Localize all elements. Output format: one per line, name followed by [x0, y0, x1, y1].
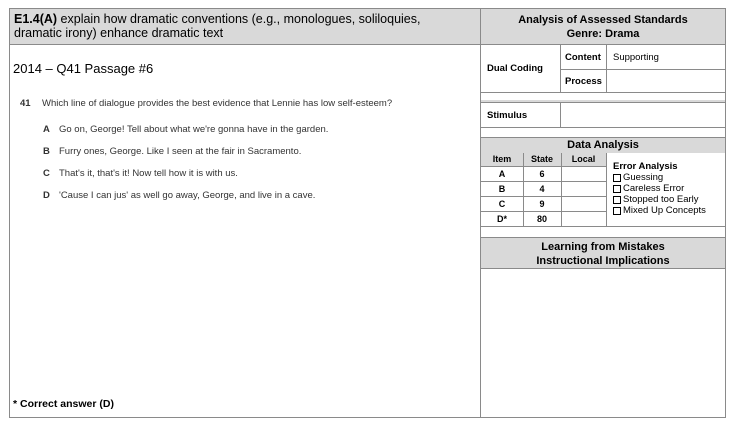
learning-header: [481, 238, 725, 268]
error-label: Stopped too Early: [623, 194, 699, 205]
error-label: Guessing: [623, 172, 664, 183]
stimulus-label: Stimulus: [487, 110, 528, 121]
checkbox-icon[interactable]: [613, 207, 621, 215]
option-d: [43, 190, 315, 201]
standard-code: E1.4(A): [14, 12, 58, 26]
standard-header: [10, 9, 480, 44]
option-text: Furry ones, George. Like I seen at the fair in Sacramento.: [59, 146, 302, 157]
local-col-divider: [606, 153, 607, 226]
local-header: Local: [571, 154, 596, 164]
dual-coding-divider: [560, 44, 561, 92]
row-c-item: C: [498, 199, 506, 209]
option-text: 'Cause I can jus' as well go away, George, and live in a cave.: [59, 190, 316, 201]
option-letter: B: [43, 146, 50, 157]
question-text: Which line of dialogue provides the best evidence that Lennie has low self-esteem?: [42, 98, 393, 109]
instructional-title: Instructional Implications: [536, 255, 670, 267]
option-text: That's it, that's it! Now tell how it is with us.: [59, 168, 238, 179]
state-header: State: [530, 154, 553, 164]
content-label: Content: [565, 52, 601, 63]
content-value: Supporting: [613, 52, 659, 63]
error-label: Mixed Up Concepts: [623, 205, 706, 216]
process-label: Process: [565, 76, 602, 87]
option-letter: A: [43, 124, 50, 135]
column-divider: [480, 8, 481, 418]
data-analysis-top-rule: [481, 137, 725, 138]
option-letter: D: [43, 190, 50, 201]
question-number: 41: [20, 98, 31, 109]
row-d-state: 80: [536, 214, 547, 224]
stimulus-divider: [560, 102, 561, 127]
checkbox-icon[interactable]: [613, 196, 621, 204]
mixed-up-concepts-option[interactable]: [613, 205, 706, 216]
row-c-state: 9: [539, 199, 545, 209]
option-a: [43, 124, 328, 135]
question-stem: [20, 98, 392, 109]
dual-coding-bottom-rule: [481, 92, 725, 93]
passage-title: 2014 – Q41 Passage #6: [13, 61, 154, 76]
analysis-header-rule: [481, 44, 725, 45]
row-b-item: B: [498, 184, 506, 194]
option-b: [43, 146, 301, 157]
option-text: Go on, George! Tell about what we're gonna have in the garden.: [59, 124, 329, 135]
checkbox-icon[interactable]: [613, 174, 621, 182]
content-divider: [606, 44, 607, 92]
stimulus-bottom-rule: [481, 127, 725, 128]
item-header: Item: [492, 154, 512, 164]
standard-description-1: explain how dramatic conventions (e.g., monologues, soliloquies,: [57, 12, 421, 26]
dual-coding-label: Dual Coding: [487, 63, 543, 74]
guessing-option[interactable]: [613, 172, 663, 183]
learning-bottom-rule: [481, 268, 725, 269]
option-c: [43, 168, 238, 179]
analysis-header: [481, 9, 725, 44]
error-analysis-title: Error Analysis: [613, 161, 678, 172]
standard-description-2: dramatic irony) enhance dramatic text: [14, 26, 224, 40]
data-analysis-bottom-rule: [481, 226, 725, 227]
correct-answer-note: * Correct answer (D): [13, 398, 114, 410]
option-letter: C: [43, 168, 50, 179]
row-a-item: A: [498, 169, 506, 179]
row-rule: [481, 181, 606, 182]
row-a-state: 6: [539, 169, 545, 179]
state-col-divider: [561, 153, 562, 226]
row-d-item: D*: [496, 214, 507, 224]
data-analysis-title: Data Analysis: [567, 139, 639, 151]
stopped-too-early-option[interactable]: [613, 194, 699, 205]
genre-label: Genre: Drama: [566, 28, 640, 40]
row-rule: [481, 166, 606, 167]
row-b-state: 4: [539, 184, 545, 194]
careless-error-option[interactable]: [613, 183, 684, 194]
learning-title: Learning from Mistakes: [541, 241, 665, 253]
error-label: Careless Error: [623, 183, 685, 194]
stimulus-top-rule: [481, 102, 725, 103]
checkbox-icon[interactable]: [613, 185, 621, 193]
row-rule: [481, 196, 606, 197]
row-rule: [481, 211, 606, 212]
analysis-title: Analysis of Assessed Standards: [518, 14, 688, 26]
left-header-rule: [10, 44, 480, 45]
content-process-rule: [560, 69, 725, 70]
